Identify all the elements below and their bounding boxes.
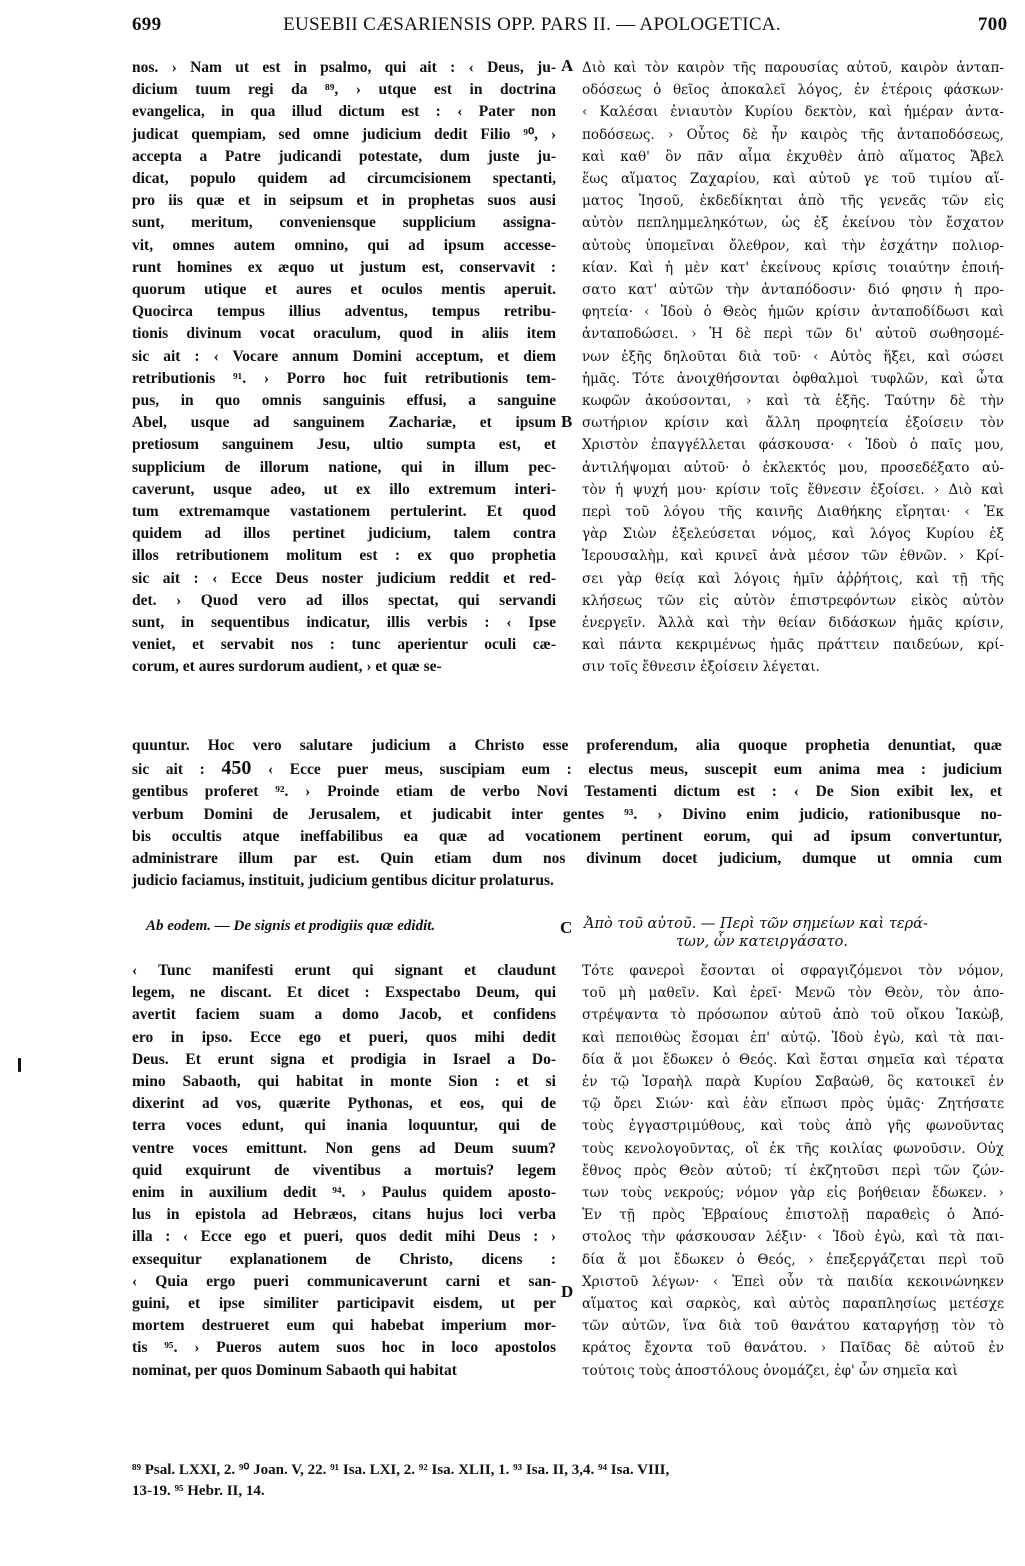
greek-top-line: καὶ πάντα κεκριμένως ἡμᾶς πράττειν παιδεύων, κρί-	[582, 637, 1004, 654]
greek-bottom-line: καὶ πεποιθὼς ἔσομαι ἐπ' αὐτῷ. Ἰδοὺ ἐγὼ, καὶ τὰ παι-	[582, 1029, 1004, 1046]
greek-bottom-line: τούτοις τοὺς ἀποστόλους ὀνομάζει, ἐφ' ὧν σημεῖα καὶ	[582, 1362, 958, 1379]
greek-top-line: κωφῶν ἀκούσονται, › καὶ τὰ ἑξῆς. Ταύτην δὲ τὴν	[582, 393, 1004, 410]
latin-bottom-line: mortem destrueret eum qui habebat imperium mor-	[132, 1317, 556, 1335]
latin-bottom-line: dixerint ad vos, quærite Pythonas, et eos, qui de	[132, 1095, 556, 1113]
greek-bottom-line: ἐν τῷ Ἰσραὴλ παρὰ Κυρίου Σαβαὼθ, ὃς κατοικεῖ ἐν	[582, 1074, 1004, 1091]
full-line-5: bis occultis atque ineffabilibus ea quæ ad vocationem pertinent eorum, qui ad ipsum convertuntur,	[132, 827, 1002, 845]
greek-top-line: ἐνεργεῖν. Ἀλλὰ καὶ τὴν θείαν διδάσκων ἡμᾶς κρίσιν,	[582, 615, 1004, 632]
latin-top-line: tionis divinum vocat oraculum, quod in aliis item	[132, 325, 556, 343]
greek-top-line: ἕως αἵματος Ζαχαρίου, καὶ αὐτοῦ γε τοῦ τιμίου αἵ-	[582, 171, 1004, 188]
footnote-line-2: 13-19. ⁹⁵ Hebr. II, 14.	[132, 1483, 265, 1499]
greek-top-line: σιν τοῖς ἔθνεσιν ἐξοίσειν λέγεται.	[582, 659, 820, 676]
margin-letter-c: C	[560, 918, 573, 937]
greek-bottom-line: Ἐν τῇ πρὸς Ἑβραίους ἐπιστολῇ παραθεὶς ὁ Ἀπό-	[582, 1207, 1004, 1224]
latin-top-line: sunt, in sequentibus indicatur, illis verbis : ‹ Ipse	[132, 614, 556, 632]
latin-top-line: pus, in quo omnis sanguinis effusi, a sanguine	[132, 392, 556, 410]
greek-top-line: σατο κατ' αὐτῶν τὴν ἀνταπόδοσιν· διό φησιν ἡ προ-	[582, 282, 1004, 299]
greek-bottom-line: Χριστοῦ λέγων· ‹ Ἐπεὶ οὖν τὰ παιδία κεκοινώνηκεν	[582, 1273, 1004, 1290]
latin-top-line: evangelica, in qua illud dictum est : ‹ Pater non	[132, 103, 556, 121]
greek-bottom-line: τοῦ μὴ μαθεῖν. Καὶ ἐρεῖ· Μενῶ τὸν Θεὸν, τὸν ἀπο-	[582, 985, 1004, 1002]
full-line-3: gentibus proferet ⁹². › Proinde etiam de verbo Novi Testamenti dictum est : ‹ De Sion exibit lex, et	[132, 783, 1002, 801]
right-page-number: 700	[978, 14, 1008, 35]
full-line-2	[132, 757, 1002, 781]
section-heading-greek-1: Ἀπὸ τοῦ αὐτοῦ. — Περὶ τῶν σημείων καὶ τερά-	[584, 916, 928, 932]
margin-mark	[18, 1058, 21, 1072]
latin-top-line: veniet, et servabit nos : tunc aperientur oculi cæ-	[132, 636, 556, 654]
latin-top-line: tum extremamque vastationem pertulerint. Et quod	[132, 503, 556, 521]
latin-bottom-line: legem, ne discant. Et dicet : Exspectabo Deum, qui	[132, 984, 556, 1002]
latin-top-line: retributionis ⁹¹. › Porro hoc fuit retributionis tem-	[132, 369, 556, 387]
greek-bottom-line: τοὺς ἐγγαστριμύθους, καὶ τοὺς ἀπὸ γῆς φωνοῦντας	[582, 1118, 1004, 1135]
column-number-450: 450	[221, 757, 252, 780]
latin-top-line: Quocirca tempus illius adventus, tempus retribu-	[132, 303, 556, 321]
greek-top-line: ποδόσεως. › Οὗτος δὲ ἦν καιρὸς τῆς ἀνταποδόσεως,	[582, 126, 1004, 143]
latin-top-line: sic ait : ‹ Ecce Deus noster judicium reddit et red-	[132, 569, 556, 587]
latin-top-line: Abel, usque ad sanguinem Zachariæ, et ipsum	[132, 414, 556, 432]
greek-bottom-line: δία ἅ μοι ἔδωκεν ὁ Θεός, › ἐπεξεργάζεται περὶ τοῦ	[582, 1251, 1004, 1268]
greek-top-line: νων ἑξῆς δηλοῦται διὰ τοῦ· ‹ Αὐτὸς ἥξει, καὶ σώσει	[582, 348, 1004, 365]
full-line-2-end: ‹ Ecce puer meus, suscipiam eum : electus meus, suscepit eum anima mea : judicium	[267, 761, 1002, 779]
greek-top-line: ‹ Καλέσαι ἐνιαυτὸν Κυρίου δεκτὸν, καὶ ἡμέραν ἀντα-	[582, 104, 1004, 121]
running-title: EUSEBII CÆSARIENSIS OPP. PARS II. — APOLOGETICA.	[283, 14, 781, 35]
greek-bottom-line: στρέψαντα τὸ πρόσωπον αὐτοῦ ἀπὸ τοῦ οἴκου Ἰακὼβ,	[582, 1007, 1004, 1024]
greek-top-line: ἡμᾶς. Τότε ἀνοιχθήσονται ὀφθαλμοὶ τυφλῶν, καὶ ὦτα	[582, 370, 1004, 387]
latin-bottom-line: ‹ Tunc manifesti erunt qui signant et claudunt	[132, 962, 556, 979]
greek-top-line: περὶ τοῦ λόγου τῆς καινῆς Διαθήκης εἴρηται· ‹ Ἐκ	[582, 504, 1004, 521]
greek-bottom-line: δία ἅ μοι ἔδωκεν ὁ Θεός. Καὶ ἔσται σημεῖα καὶ τέρατα	[582, 1051, 1004, 1068]
greek-top-line: Ἱερουσαλὴμ, καὶ κρινεῖ ἀνὰ μέσον τῶν ἐθνῶν. › Κρί-	[582, 548, 1004, 565]
latin-top-line: pro iis quæ et in seipsum et in prophetas suos ausi	[132, 192, 556, 210]
left-page-number: 699	[132, 14, 162, 35]
full-line-4: verbum Domini de Jerusalem, et judicabit inter gentes ⁹³. › Divino enim judicio, rationibusque no-	[132, 805, 1002, 823]
footnotes	[132, 1460, 1002, 1502]
greek-bottom-line: κράτος ἔχοντα τοῦ θανάτου. › Παῖδας δὲ αὐτοῦ ἐν	[582, 1340, 1004, 1357]
latin-top-line: runt homines ex æquo ut justum est, conservavit :	[132, 258, 556, 276]
latin-top-line: illos retributionem molitum est : ex quo prophetia	[132, 547, 556, 565]
greek-bottom-line: ἔθνος πρὸς Θεὸν αὐτοῦ; τί ἐκζητοῦσι περὶ τῶν ζών-	[582, 1162, 1004, 1179]
full-line-6: administrare illum par est. Quin etiam dum nos divinum docet judicium, dumque ut omnia cum	[132, 850, 1002, 868]
latin-top-line: dicat, populo quidem ad circumcisionem spectanti,	[132, 170, 556, 188]
latin-top-line: judicat quempiam, sed omne judicium dedit Filio ⁹⁰, ›	[132, 125, 556, 143]
full-line-7: judicio faciamus, instituit, judicium gentibus dicitur prolaturus.	[132, 872, 554, 890]
greek-top-line: γὰρ Σιὼν ἐξελεύσεται νόμος, καὶ λόγος Κυρίου ἐξ	[582, 526, 1004, 543]
greek-top-line: φητεία· ‹ Ἰδοὺ ὁ Θεὸς ἡμῶν κρίσιν ἀνταποδίδωσι καὶ	[582, 304, 1004, 321]
margin-letter-b: B	[561, 412, 573, 431]
greek-top-line: Χριστὸν ἐπαγγέλλεται φάσκουσα· ‹ Ἰδοὺ ὁ παῖς μου,	[582, 437, 1004, 454]
latin-bottom-line: avertit faciem suam a domo Jacob, et confidens	[132, 1006, 556, 1024]
latin-bottom-line: quid exquirunt de viventibus a mortuis? legem	[132, 1161, 556, 1179]
latin-bottom-line: ventre voces emittunt. Non gens ad Deum suum?	[132, 1139, 556, 1157]
full-line-2-start: sic ait :	[132, 761, 205, 779]
latin-top-line: det. › Quod vero ad illos spectat, qui servandi	[132, 591, 556, 609]
greek-bottom-line: Τότε φανεροὶ ἔσονται οἱ σφραγιζόμενοι τὸν νόμον,	[582, 963, 1004, 979]
greek-column-bottom	[582, 960, 1004, 1382]
latin-bottom-line: tis ⁹⁵. › Pueros autem suos hoc in loco apostolos	[132, 1339, 556, 1357]
greek-top-line: ματος Ἰησοῦ, ἐκδεδίκηται ἀπὸ τῆς γενεᾶς τῶν εἰς	[582, 193, 1004, 210]
latin-bottom-line: terra voces edunt, qui inania loquuntur, qui de	[132, 1117, 556, 1135]
greek-top-line: καὶ καθ' ὃν πᾶν αἷμα ἐκχυθὲν ἀπὸ αἵματος Ἄβελ	[582, 148, 1004, 165]
latin-top-line: quorum utique et aures et oculos mentis aperuit.	[132, 281, 556, 299]
greek-bottom-line: των τοὺς νεκρούς; νόμον γὰρ εἰς βοήθειαν ἔδωκεν. ›	[582, 1185, 1004, 1202]
greek-bottom-line: τοὺς κενολογοῦντας, οἳ ἐκ τῆς κοιλίας φωνοῦσιν. Οὐχ	[582, 1140, 1004, 1157]
latin-top-line: accepta a Patre judicandi potestate, dum juste ju-	[132, 147, 556, 165]
latin-bottom-line: guini, et ipse similiter participavit eisdem, ut per	[132, 1295, 556, 1313]
latin-top-line: caverunt, usque adeo, ut ex illo extremum interi-	[132, 480, 556, 498]
footnote-line-1: ⁸⁹ Psal. LXXI, 2. ⁹⁰ Joan. V, 22. ⁹¹ Isa. LXI, 2. ⁹² Isa. XLII, 1. ⁹³ Isa. II, 3,4. ⁹⁴ Isa. VIII,	[132, 1462, 670, 1478]
greek-top-line: Διὸ καὶ τὸν καιρὸν τῆς παρουσίας αὐτοῦ, καιρὸν ἀνταπ-	[582, 60, 1004, 76]
greek-top-line: οδόσεως ὁ θεῖος ἀποκαλεῖ λόγος, ἐν ἑτέροις φάσκων·	[582, 82, 1004, 99]
greek-top-line: αὐτοὺς ὑπομεῖναι ὄλεθρον, καὶ τὴν ἐσχάτην πολιορ-	[582, 237, 1004, 254]
latin-top-line: sunt, meritum, conveniensque supplicium assigna-	[132, 214, 556, 232]
latin-bottom-line: enim in auxilium dedit ⁹⁴. › Paulus quidem aposto-	[132, 1184, 556, 1202]
latin-top-line: pretiosum sanguinem Jesu, ultio sumpta est, et	[132, 436, 556, 454]
full-width-paragraph	[132, 735, 1002, 892]
greek-top-line: κλήσεως τῶν εἰς αὐτὸν ἐπιστρεφόντων εἰκὸς αὐτὸν	[582, 592, 1004, 609]
latin-bottom-line: nominat, per quos Dominum Sabaoth qui habitat	[132, 1361, 457, 1379]
greek-column-top	[582, 57, 1004, 679]
greek-top-line: σωτήριον κρίσιν καὶ ἄλλη προφητεία ἐξοίσειν τὸν	[582, 415, 1004, 432]
greek-top-line: τὸν ἡ ψυχή μου· κρίσιν τοῖς ἔθνεσιν ἐξοίσει. › Διὸ καὶ	[582, 481, 1004, 498]
latin-top-line: vit, omnes autem omnino, qui ad ipsum accesse-	[132, 236, 556, 254]
latin-top-line: supplicium de illorum natione, qui in illum pec-	[132, 458, 556, 476]
latin-top-line: quidem ad illos pertinet judicium, talem contra	[132, 525, 556, 543]
greek-top-line: ἀνταποδώσει. › Ἡ δὲ περὶ τῶν δι' αὐτοῦ σωθησομέ-	[582, 326, 1004, 343]
section-heading-latin: Ab eodem. — De signis et prodigiis quæ edidit.	[146, 918, 436, 934]
latin-bottom-line: lus in epistola ad Hebræos, citans hujus loci verba	[132, 1206, 556, 1224]
latin-column-top	[132, 57, 556, 679]
greek-top-line: ἀντιλήψομαι αὐτοῦ· ὁ ἐκλεκτός μου, προσεδέξατο αὐ-	[582, 459, 1004, 476]
margin-letter-a: A	[561, 56, 574, 75]
greek-top-line: κίαν. Καὶ ἡ μὲν κατ' ἐκείνους κρίσις τοιαύτην ἐποιή-	[582, 259, 1004, 276]
greek-bottom-line: αἵματος καὶ σαρκὸς, καὶ αὐτὸς παραπλησίως μετέσχε	[582, 1296, 1004, 1313]
greek-top-line: σει γὰρ θείᾳ καὶ λόγοις ἡμῖν ἀῤῥήτοις, καὶ τῇ τῆς	[582, 570, 1004, 587]
latin-bottom-line: illa : ‹ Ecce ego et pueri, quos dedit mihi Deus : ›	[132, 1228, 556, 1246]
latin-bottom-line: ‹ Quia ergo pueri communicaverunt carni et san-	[132, 1272, 556, 1290]
latin-bottom-line: mino Sabaoth, qui habitat in monte Sion : et si	[132, 1073, 556, 1091]
latin-top-line: corum, et aures surdorum audient, › et quæ se-	[132, 658, 442, 676]
greek-top-line: αὐτὸν πεπλημμεληκότων, ὡς ἐξ ἐκείνου τὸν ἔσχατον	[582, 215, 1004, 232]
full-line-1: quuntur. Hoc vero salutare judicium a Christo esse proferendum, alia quoque prophetia denuntiat, quæ	[132, 737, 1002, 754]
latin-bottom-line: ero in ipso. Ecce ego et pueri, quos mihi dedit	[132, 1028, 556, 1046]
latin-bottom-line: exsequitur explanationem de Christo, dicens :	[132, 1250, 556, 1268]
greek-bottom-line: τῶν αὐτῶν, ἵνα διὰ τοῦ θανάτου καταργήσῃ τὸν τὸ	[582, 1318, 1004, 1335]
latin-top-line: nos. › Nam ut est in psalmo, qui ait : ‹ Deus, ju-	[132, 59, 556, 76]
latin-top-line: dicium tuum regi da ⁸⁹, › utque est in doctrina	[132, 81, 556, 99]
section-heading-greek-2: των, ὧν κατειργάσατο.	[676, 934, 848, 950]
latin-top-line: sic ait : ‹ Vocare annum Domini acceptum, et diem	[132, 347, 556, 365]
greek-bottom-line: στολος τὴν φάσκουσαν λέξιν· ‹ Ἰδοὺ ἐγὼ, καὶ τὰ παι-	[582, 1229, 1004, 1246]
greek-bottom-line: τῷ ὄρει Σιών· καὶ ἐὰν εἴπωσι πρὸς ὑμᾶς· Ζητήσατε	[582, 1096, 1004, 1113]
margin-letter-d: D	[561, 1282, 574, 1301]
latin-bottom-line: Deus. Et erunt signa et prodigia in Israel a Do-	[132, 1050, 556, 1068]
latin-column-bottom	[132, 960, 556, 1382]
